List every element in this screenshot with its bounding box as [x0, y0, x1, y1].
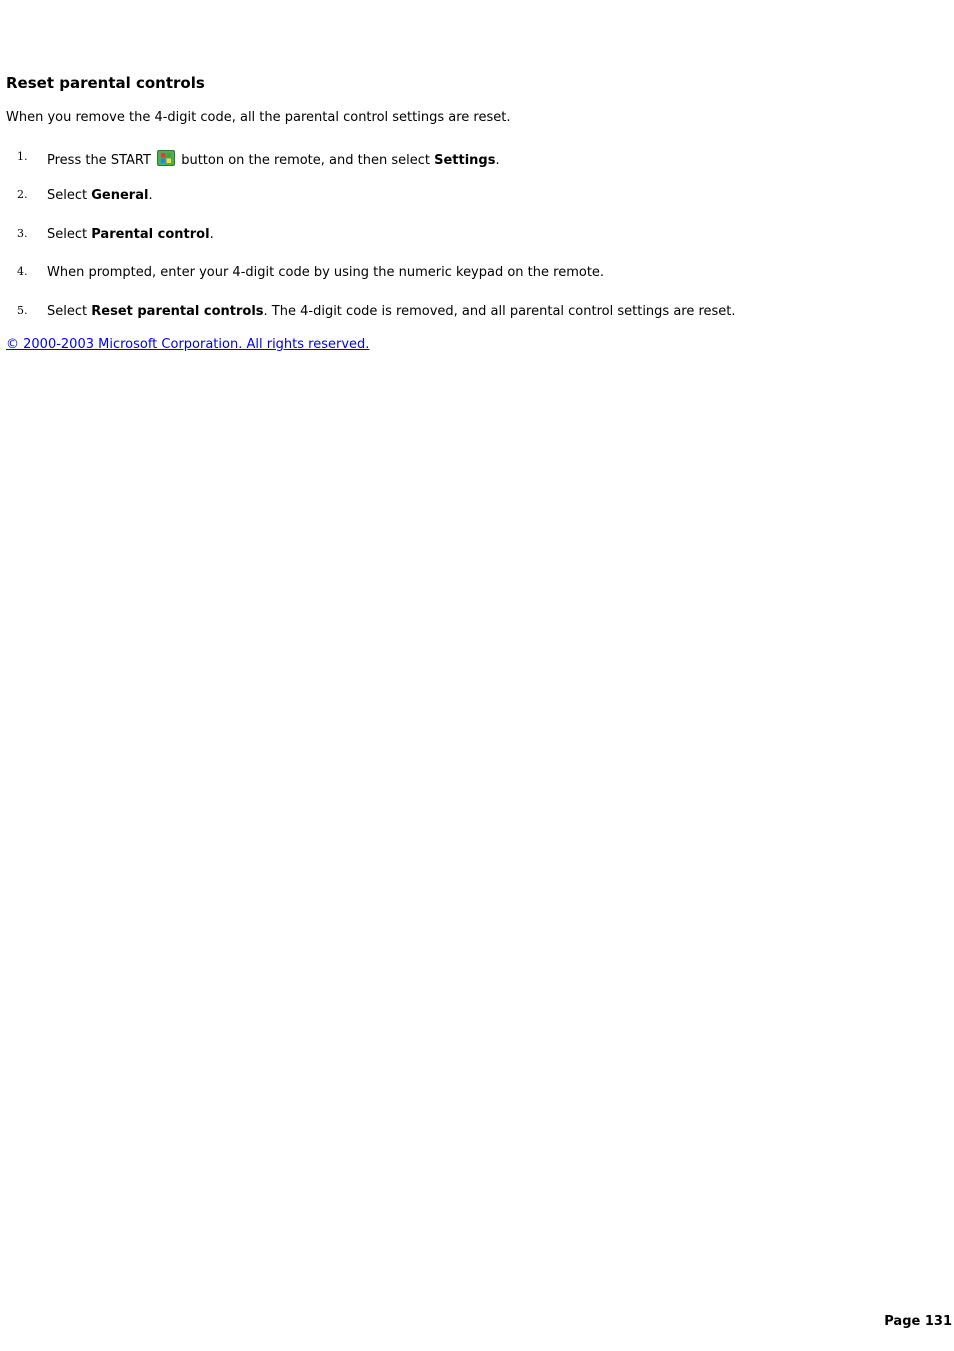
page-title: Reset parental controls — [6, 74, 205, 92]
step-number: 5. — [17, 304, 28, 317]
step-text-part: Select — [47, 188, 88, 203]
step-text-part: button on the remote, and then select — [181, 153, 430, 168]
step-text — [47, 188, 153, 203]
step-emphasis: Parental control — [91, 227, 210, 242]
step-number: 4. — [17, 265, 28, 278]
list-item — [0, 188, 940, 208]
copyright-link[interactable]: © 2000-2003 Microsoft Corporation. All rights reserved. — [6, 337, 370, 352]
step-emphasis: Reset parental controls — [91, 304, 264, 319]
step-text-part: Select — [47, 304, 88, 319]
list-item — [0, 227, 940, 247]
step-text: When prompted, enter your 4-digit code by using the numeric keypad on the remote. — [47, 265, 605, 280]
step-emphasis: General — [91, 188, 149, 203]
step-number: 3. — [17, 227, 28, 240]
intro-paragraph: When you remove the 4-digit code, all the parental control settings are reset. — [6, 110, 511, 125]
step-text-part: Select — [47, 227, 88, 242]
step-text-part: . — [148, 188, 153, 203]
step-text-part: . — [209, 227, 214, 242]
step-text — [47, 227, 214, 242]
list-item — [0, 265, 940, 285]
list-item — [0, 304, 940, 324]
step-number: 2. — [17, 188, 28, 201]
step-emphasis: Settings — [434, 153, 496, 168]
list-item — [0, 150, 940, 170]
step-text-part: . — [495, 153, 500, 168]
page-number: Page 131 — [884, 1314, 952, 1329]
step-number: 1. — [17, 150, 28, 163]
windows-start-icon — [157, 150, 175, 166]
step-text — [47, 304, 736, 319]
step-text — [47, 150, 500, 168]
step-text-part: Press the START — [47, 153, 151, 168]
step-text-part: . The 4-digit code is removed, and all parental control settings are reset. — [263, 304, 736, 319]
